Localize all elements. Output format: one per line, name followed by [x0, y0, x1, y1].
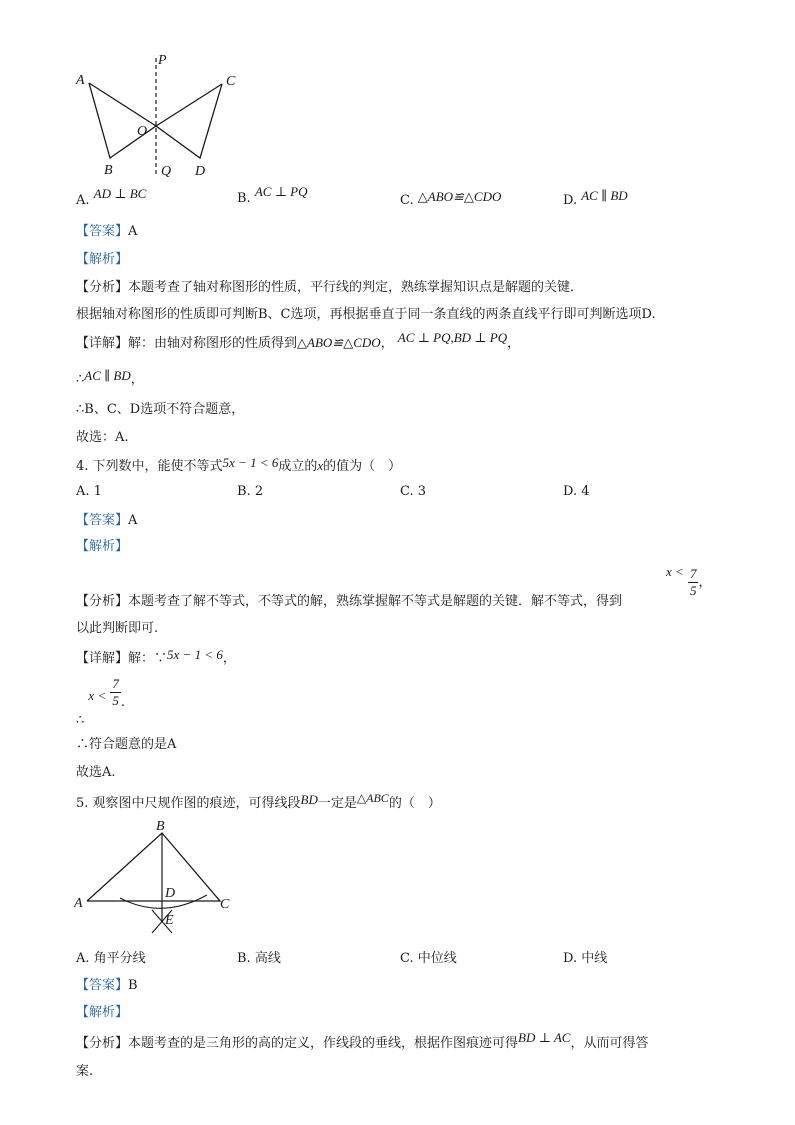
q3-option-b: B. AC ⊥ PQ	[237, 184, 308, 206]
q5-answer: 【答案】B	[76, 978, 138, 993]
label-a: A	[74, 896, 83, 911]
q5-option-b: B. 高线	[237, 951, 281, 966]
label-c: C	[220, 897, 230, 912]
label-p: P	[158, 53, 167, 68]
q4-option-a: A. 1	[76, 484, 102, 499]
q5-analysis-tag: 【解析】	[76, 1005, 129, 1020]
q3-fenxi-line2: 根据轴对称图形的性质即可判断B、C选项，再根据垂直于同一条直线的两条直线平行即可判断选项D.	[76, 307, 656, 322]
q3-answer: 【答案】A	[76, 224, 138, 239]
label-c: C	[226, 74, 236, 89]
q3-therefore2: ∴B、C、D选项不符合题意，	[76, 402, 245, 417]
label-d: D	[195, 164, 206, 179]
triangle-abc	[87, 833, 220, 901]
q3-detail: 【详解】解：由轴对称图形的性质得到△ABO≌△CDO， AC ⊥ PQ,BD ⊥ PQ，	[76, 330, 521, 351]
q3-option-a: A. AD ⊥ BC	[76, 186, 147, 208]
q3-fenxi: 【分析】本题考查了轴对称图形的性质，平行线的判定，熟练掌握知识点是解题的关键．	[76, 280, 584, 295]
q5-option-a: A. 角平分线	[76, 951, 146, 966]
q5-option-c: C. 中位线	[400, 951, 457, 966]
q4-fenxi-fraction: x < $\frac{7}{5}$ ，	[666, 564, 712, 598]
construction-figure	[70, 815, 240, 940]
label-d: D	[165, 886, 176, 901]
q4-fenxi: 【分析】本题考查了解不等式，不等式的解，熟练掌握解不等式是解题的关键．解不等式，得到	[76, 594, 623, 609]
q4-fenxi-line2: 以此判断即可.	[76, 621, 159, 636]
q4-detail: 【详解】解：∵5x − 1 < 6，	[76, 647, 236, 666]
q3-conclusion: 故选：A.	[76, 430, 129, 445]
triangle-cdo	[156, 84, 222, 158]
q3-therefore1: ∴AC ∥ BD，	[76, 368, 144, 387]
q4-conclusion: 故选A.	[76, 765, 116, 780]
q4-option-d: D. 4	[563, 484, 590, 499]
label-b: B	[156, 819, 165, 834]
q4-therefore: ∴ x < $\frac{7}{5}$ .	[76, 676, 125, 728]
symmetry-figure	[70, 50, 250, 180]
q4-analysis-tag: 【解析】	[76, 539, 129, 554]
q4-answer: 【答案】A	[76, 513, 138, 528]
label-e: E	[165, 913, 174, 928]
q4-therefore2: ∴符合题意的是A	[76, 737, 177, 752]
label-o: O	[137, 124, 148, 139]
q3-option-c: C. △ABO≌△CDO	[400, 189, 502, 208]
q3-analysis-tag: 【解析】	[76, 252, 129, 267]
q5-fenxi: 【分析】本题考查的是三角形的高的定义，作线段的垂线，根据作图痕迹可得BD ⊥ AC，从而可得答	[76, 1030, 649, 1051]
q5-stem: 5. 观察图中尺规作图的痕迹，可得线段BD一定是△ABC的（ ）	[76, 791, 441, 811]
q5-option-d: D. 中线	[563, 951, 608, 966]
label-b: B	[104, 163, 113, 178]
q5-fenxi-line2: 案.	[76, 1064, 94, 1079]
triangle-abo	[89, 83, 156, 158]
q4-option-b: B. 2	[237, 484, 264, 499]
q4-option-c: C. 3	[400, 484, 427, 499]
q4-stem: 4. 下列数中，能使不等式5x − 1 < 6成立的x的值为（ ）	[76, 455, 402, 474]
q3-option-d: D. AC ∥ BD	[563, 188, 628, 208]
label-a: A	[76, 73, 85, 88]
label-q: Q	[161, 164, 172, 179]
